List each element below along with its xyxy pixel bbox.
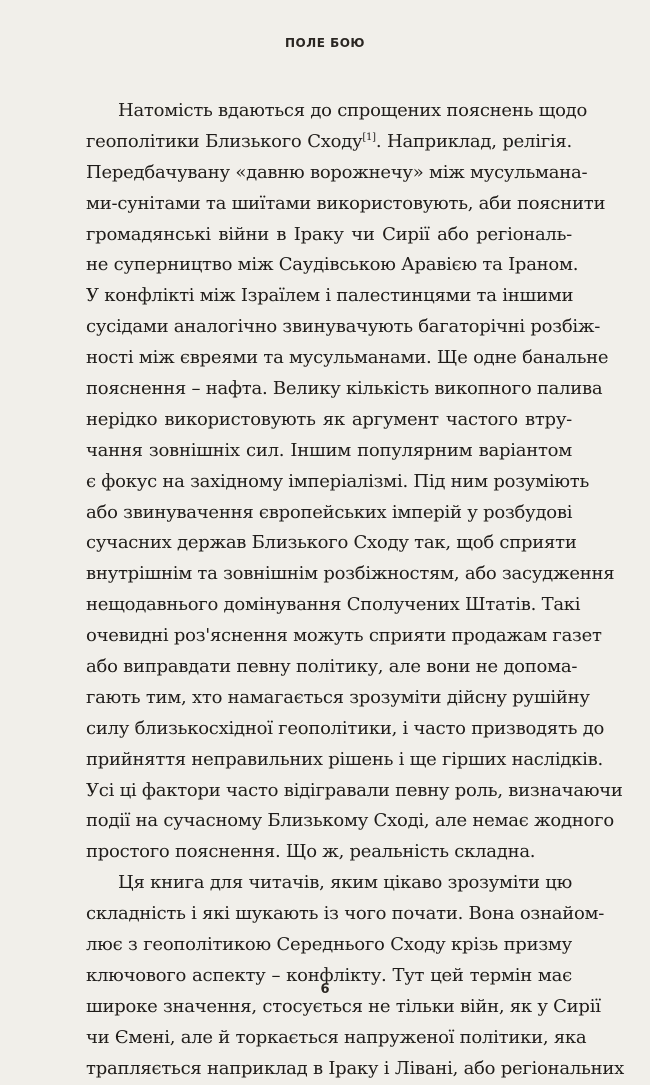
text-line: Усі ці фактори часто відігравали певну роль, визначаючи: [86, 779, 623, 801]
text-line: внутрішнім та зовнішнім розбіжностям, або засудження: [86, 563, 615, 585]
text-line: широке значення, стосується не тільки війн, як у Сирії: [86, 995, 601, 1017]
text-line: або виправдати певну політику, але вони не допома-: [86, 656, 578, 678]
text-line: ності між євреями та мусульманами. Ще одне банальне: [86, 347, 609, 369]
page-body: [86, 96, 624, 1085]
text-line: чи Ємені, але й торкається напруженої політики, яка: [86, 1026, 587, 1048]
text-line: трапляється наприклад в Іраку і Лівані, або регіональних: [86, 1057, 624, 1079]
page-number: 6: [320, 982, 330, 997]
text-line: події на сучасному Близькому Сході, але немає жодного: [86, 810, 614, 832]
text-line: сучасних держав Близького Сходу так, щоб сприяти: [86, 532, 577, 554]
text-span: геополітики Близького Сходу: [86, 130, 363, 152]
text-line: громадянські війни в Іраку чи Сирії або регіональ-: [86, 223, 572, 245]
text-line: нещодавнього домінування Сполучених Штатів. Такі: [86, 594, 581, 616]
text-line: сусідами аналогічно звинувачують багаторічні розбіж-: [86, 316, 601, 338]
text-line: є фокус на західному імперіалізмі. Під ним розуміють: [86, 470, 590, 492]
running-header: ПОЛЕ БОЮ: [284, 36, 366, 50]
text-line: Ця книга для читачів, яким цікаво зрозуміти цю: [118, 872, 572, 894]
text-line: [86, 127, 572, 158]
text-line: ключового аспекту – конфлікту. Тут цей термін має: [86, 964, 572, 986]
text-line: ми-сунітами та шиїтами використовують, аби пояснити: [86, 192, 606, 214]
text-line: нерідко використовують як аргумент частого втру-: [86, 408, 572, 430]
text-line: або звинувачення європейських імперій у розбудові: [86, 501, 573, 523]
text-line: чання зовнішніх сил. Іншим популярним варіантом: [86, 439, 572, 461]
text-line: Передбачувану «давню ворожнечу» між мусульмана-: [86, 161, 588, 183]
text-line: простого пояснення. Що ж, реальність складна.: [86, 841, 536, 863]
text-line: складність і які шукають із чого почати. Вона ознайом-: [86, 903, 605, 925]
text-line: прийняття неправильних рішень і ще гірших наслідків.: [86, 748, 604, 770]
text-line: лює з геополітикою Середнього Сходу крізь призму: [86, 934, 572, 956]
text-line: силу близькосхідної геополітики, і часто призводять до: [86, 717, 605, 739]
text-line: гають тим, хто намагається зрозуміти дійсну рушійну: [86, 686, 590, 708]
text-line: Натомість вдаються до спрощених пояснень щодо: [118, 100, 588, 121]
text-line: очевидні роз'яснення можуть сприяти продажам газет: [86, 625, 602, 647]
text-line: не суперництво між Саудівською Аравією та Іраном.: [86, 254, 579, 276]
footnote-marker: [1]: [362, 131, 376, 143]
text-span: . Наприклад, релігія.: [375, 130, 573, 152]
text-line: У конфлікті між Ізраїлем і палестинцями та іншими: [86, 285, 574, 307]
text-line: пояснення – нафта. Велику кількість викопного палива: [86, 378, 603, 400]
